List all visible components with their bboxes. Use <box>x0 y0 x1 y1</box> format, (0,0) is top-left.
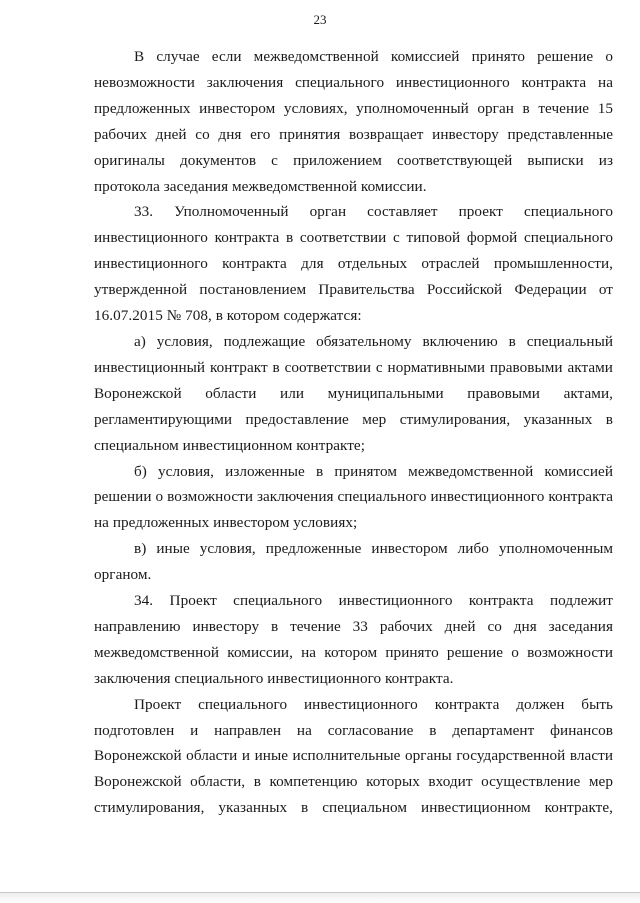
page-bottom-shadow <box>0 893 640 903</box>
paragraph-item-34: 34. Проект специального инвестиционного контракта подлежит направлению инвестору в течение 33 рабочих дней со дня заседания межведомственной комиссии, на котором принято решение о возможности заключения специального инвестиционного контракта. <box>94 592 613 687</box>
page-number: 23 <box>313 12 327 27</box>
paragraph-subitem-v: в) иные условия, предложенные инвестором либо уполномоченным органом. <box>94 540 613 584</box>
paragraph-subitem-b: б) условия, изложенные в принятом межведомственной комиссией решении о возможности заключения специального инвестиционного контракта на предложенных инвестором условиях; <box>94 462 613 532</box>
document-body <box>94 44 613 821</box>
paragraph-project-approval: Проект специального инвестиционного контракта должен быть подготовлен и направлен на согласование в департамент финансов Воронежской области и иные исполнительные органы государственной власти Воронежской области, в компетенцию которых входит осуществление мер стимулирования, указанных в специальном инвестиционном контракте, <box>94 695 613 817</box>
paragraph-item-33: 33. Уполномоченный орган составляет проект специального инвестиционного контракта в соответствии с типовой формой специального инвестиционного контракта для отдельных отраслей промышленности, утвержденной постановлением Правительства Российской Федерации от 16.07.2015 № 708, в котором содержатся: <box>94 203 613 325</box>
paragraph-refusal-return: В случае если межведомственной комиссией принято решение о невозможности заключения специального инвестиционного контракта на предложенных инвестором условиях, уполномоченный орган в течение 15 рабочих дней со дня его принятия возвращает инвестору представленные оригиналы документов с приложением соответствующей выписки из протокола заседания межведомственной комиссии. <box>94 48 613 195</box>
paragraph-subitem-a: а) условия, подлежащие обязательному включению в специальный инвестиционный контракт в соответствии с нормативными правовыми актами Воронежской области или муниципальными правовыми актами, регламентирующими предоставление мер стимулирования, указанных в специальном инвестиционном контракте; <box>94 332 613 454</box>
